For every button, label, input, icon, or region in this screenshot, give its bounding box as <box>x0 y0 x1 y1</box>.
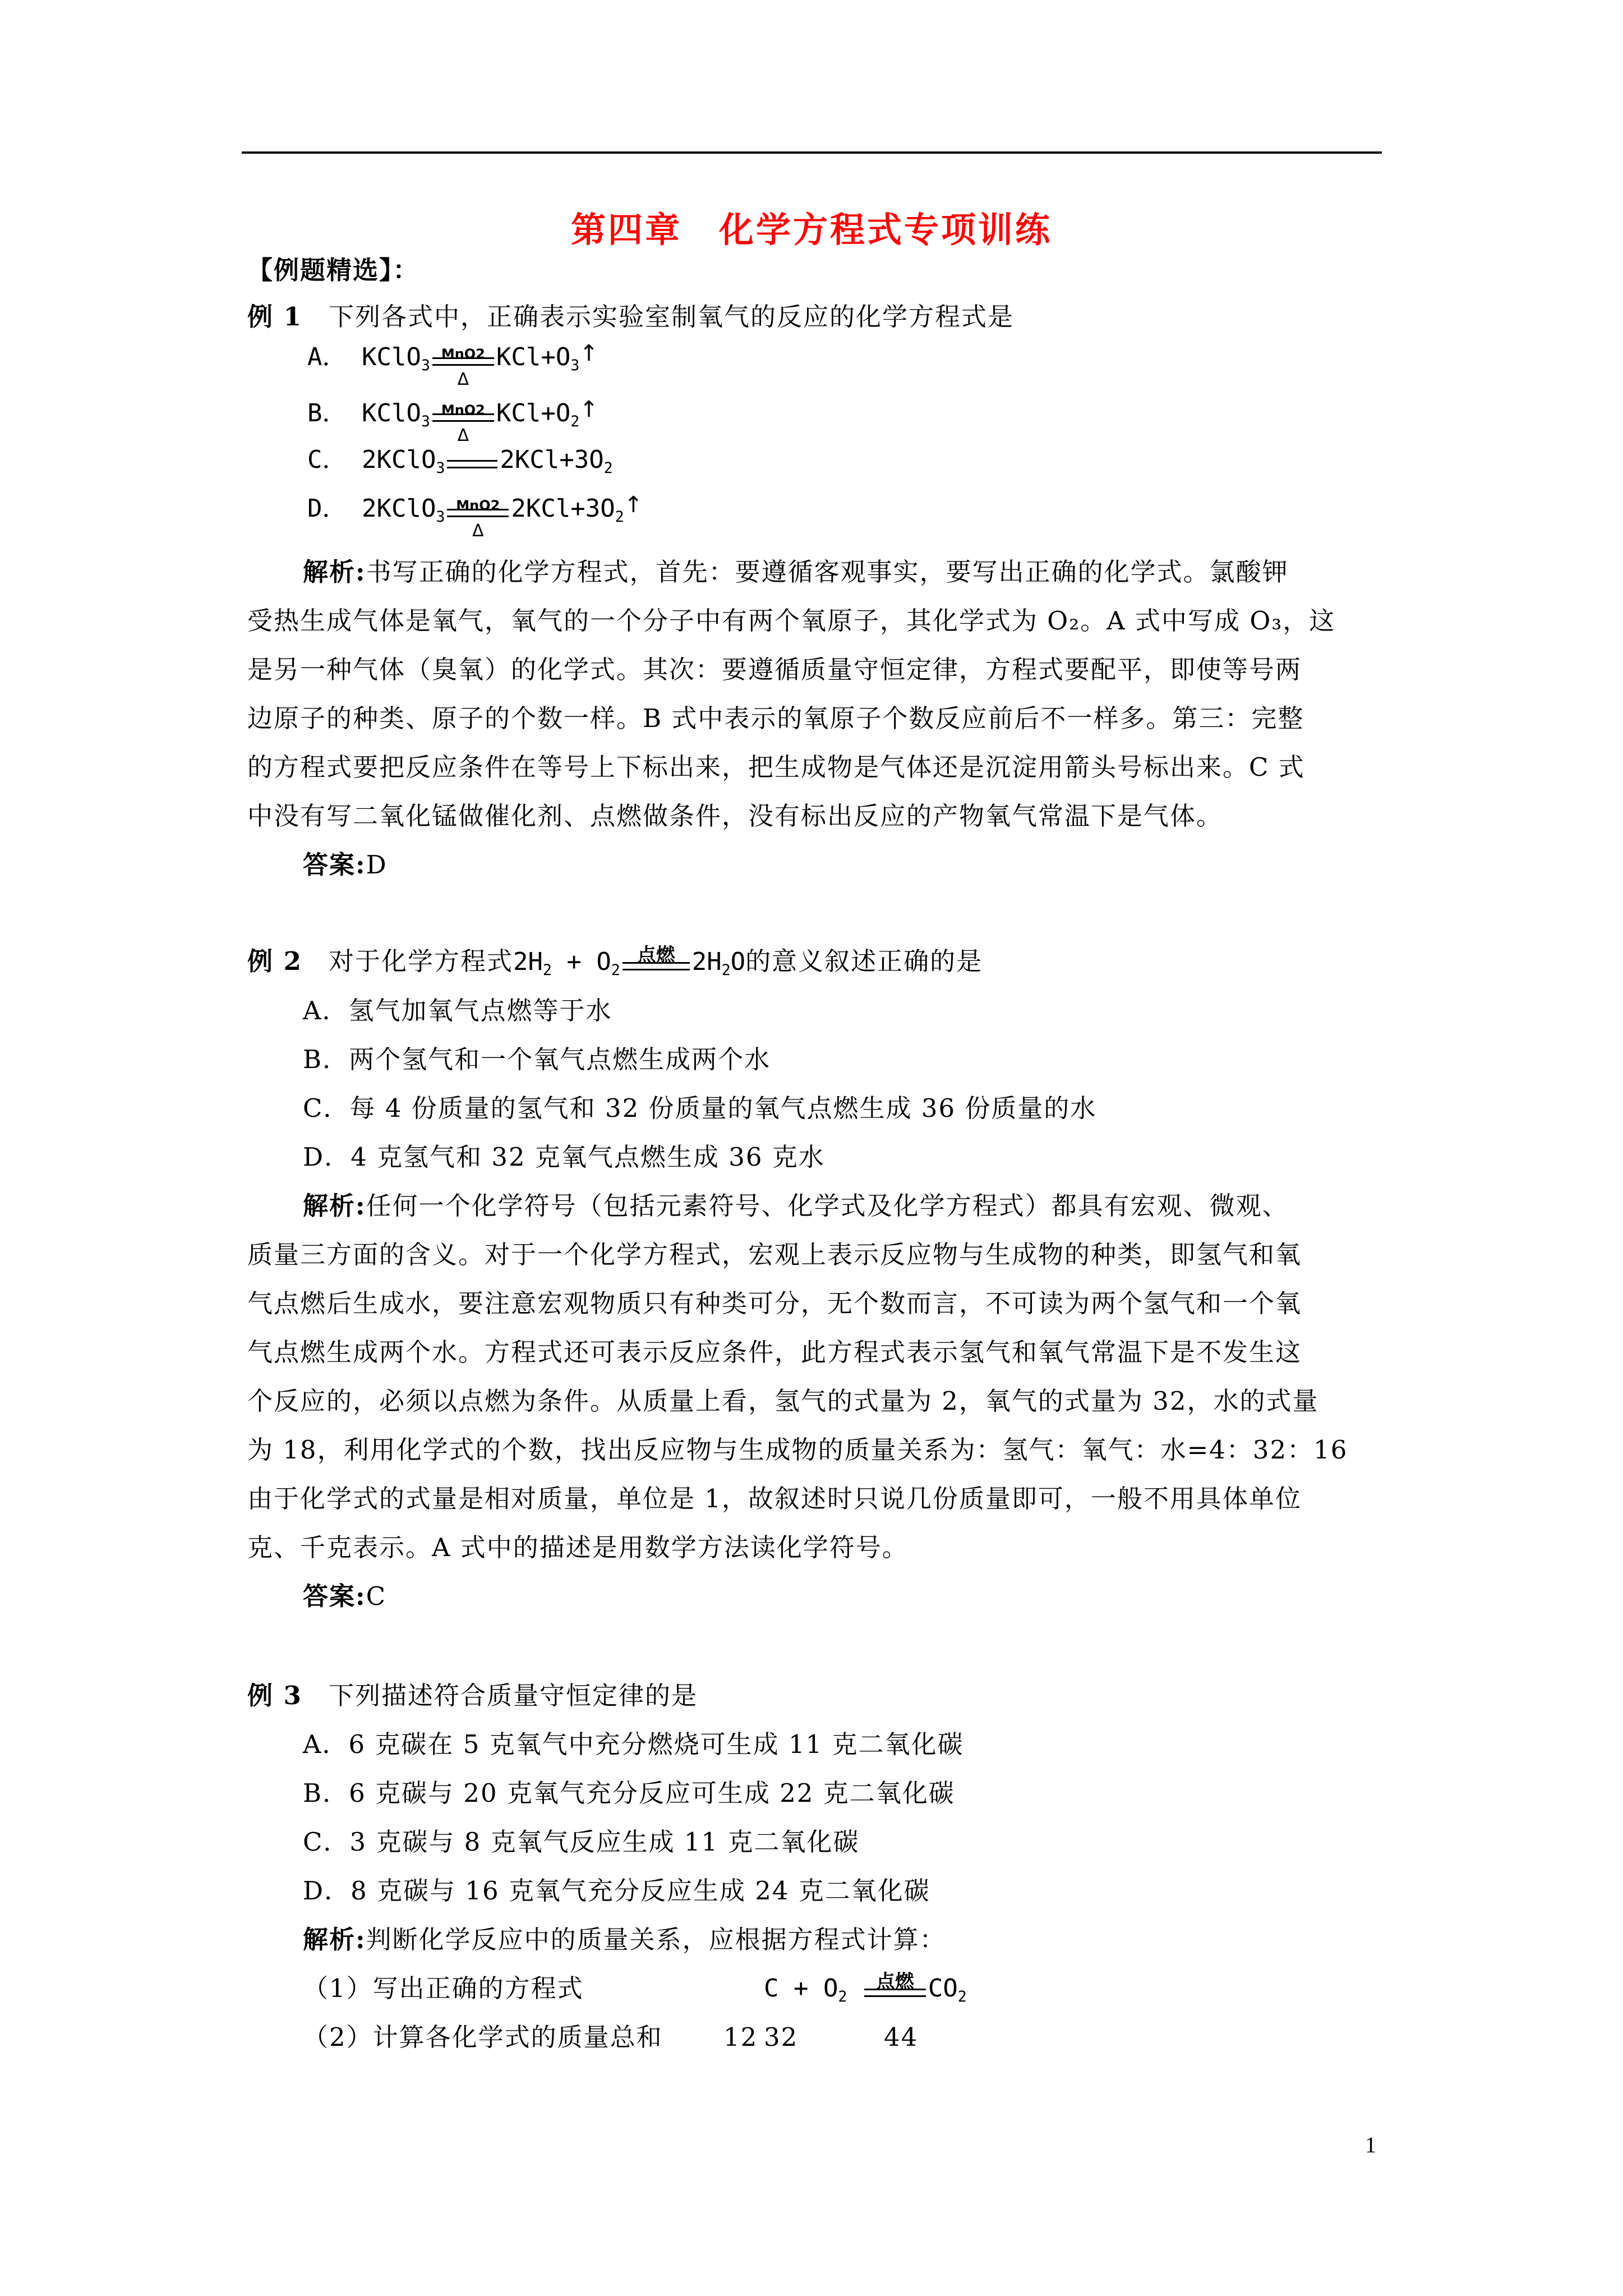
example-3-option: D．8 克碳与 16 克氧气充分反应生成 24 克二氧化碳 <box>303 1876 930 1906</box>
heat-symbol: Δ <box>457 426 469 445</box>
water-equation <box>513 944 746 979</box>
reactant: C <box>764 1974 779 2003</box>
product: 2KCl+3O <box>500 445 604 474</box>
reactant: KClO <box>362 399 421 427</box>
catalyst-label: MnO2 <box>441 402 485 418</box>
subscript: 2 <box>570 413 580 431</box>
option-letter: A． <box>307 343 347 371</box>
reactant: 2H <box>513 947 543 976</box>
reaction-equals-sign <box>623 946 690 980</box>
mass-carbon: 12 <box>723 2022 758 2052</box>
question-text: 的意义叙述正确的是 <box>745 946 983 976</box>
example-3-analysis <box>303 1923 946 1957</box>
subscript: 2 <box>721 961 731 979</box>
step-label: （2）计算各化学式的质量总和 <box>303 2022 663 2052</box>
example-2-analysis-line: 个反应的，必须以点燃为条件。从质量上看，氢气的式量为 2，氧气的式量为 32，水的式量 <box>247 1386 1319 1416</box>
section-heading: 【例题精选】： <box>247 255 419 285</box>
option-letter: B． <box>307 399 347 427</box>
product: 2H <box>691 947 722 976</box>
example-1-option-b <box>307 393 598 445</box>
gas-arrow-icon: ↑ <box>579 341 598 366</box>
example-2-analysis-line: 气点燃生成两个水。方程式还可表示反应条件，此方程式表示氢气和氧气常温下是不发生这 <box>247 1337 1302 1367</box>
example-3-step-2 <box>303 2021 663 2054</box>
example-2-option: A．氢气加氧气点燃等于水 <box>303 996 612 1025</box>
product: O <box>730 947 746 976</box>
gas-arrow-icon: ↑ <box>624 492 643 518</box>
reactant: 2KClO <box>362 445 436 474</box>
analysis-label: 解析: <box>303 1191 366 1221</box>
example-1-analysis-line: 边原子的种类、原子的个数一样。B 式中表示的氧原子个数反应前后不一样多。第三：完整 <box>247 703 1304 733</box>
example-1-analysis-line: 中没有写二氧化锰做催化剂、点燃做条件，没有标出反应的产物氧气常温下是气体。 <box>247 801 1223 831</box>
mass-oxygen: 32 <box>764 2022 799 2052</box>
answer-value: C <box>366 1581 387 1611</box>
example-2-question <box>247 945 983 980</box>
example-2-option: B．两个氢气和一个氧气点燃生成两个水 <box>303 1045 771 1074</box>
carbon-combustion-equation <box>764 1972 967 2007</box>
example-2-analysis-line: 克、千克表示。A 式中的描述是用数学方法读化学符号。 <box>247 1533 909 1562</box>
subscript: 2 <box>957 1988 967 2006</box>
subscript: 3 <box>421 357 430 375</box>
example-label: 例 1 <box>247 302 302 332</box>
answer-label: 答案: <box>303 1581 366 1611</box>
reaction-equals-sign <box>432 398 494 445</box>
analysis-text: 书写正确的化学方程式，首先：要遵循客观事实，要写出正确的化学式。氯酸钾 <box>366 557 1289 587</box>
reaction-equals-sign <box>447 493 509 541</box>
catalyst-label: MnO2 <box>456 498 500 513</box>
product: KCl+O <box>496 343 571 371</box>
example-2-analysis-line <box>303 1189 1289 1223</box>
reactant: + O <box>551 947 611 976</box>
condition-label: 点燃 <box>875 1971 914 1993</box>
example-2-analysis-line: 由于化学式的式量是相对质量，单位是 1，故叙述时只说几份质量即可，一般不用具体单位 <box>247 1484 1302 1513</box>
subscript: 2 <box>611 961 620 979</box>
product: 2KCl+3O <box>511 494 615 523</box>
analysis-label: 解析: <box>303 1925 366 1954</box>
example-2-analysis-line: 质量三方面的含义。对于一个化学方程式，宏观上表示反应物与生成物的种类，即氢气和氧 <box>247 1240 1302 1269</box>
example-1-analysis-line: 的方程式要把反应条件在等号上下标出来，把生成物是气体还是沉淀用箭头号标出来。C 式 <box>247 752 1305 782</box>
example-1-option-d <box>307 488 643 541</box>
example-2-option: C．每 4 份质量的氢气和 32 份质量的氧气点燃生成 36 份质量的水 <box>303 1093 1097 1123</box>
subscript: 3 <box>570 357 580 375</box>
subscript: 3 <box>421 413 430 431</box>
example-2-answer <box>303 1580 386 1613</box>
reaction-equals-sign <box>864 1973 926 2007</box>
condition-label: 点燃 <box>637 944 675 967</box>
product: CO <box>928 1974 958 2003</box>
page-number: 1 <box>1365 2132 1376 2157</box>
header-rule <box>242 151 1382 154</box>
subscript: 3 <box>436 508 445 526</box>
analysis-label: 解析: <box>303 557 366 587</box>
example-1-option-a <box>307 337 598 389</box>
example-2-analysis-line: 气点燃后生成水，要注意宏观物质只有种类可分，无个数而言，不可读为两个氢气和一个氧 <box>247 1289 1302 1318</box>
example-1-option-c <box>307 443 613 478</box>
catalyst-label: MnO2 <box>441 346 485 362</box>
reactant: KClO <box>362 343 421 371</box>
answer-label: 答案: <box>303 850 366 880</box>
example-1-analysis-line <box>303 555 1289 589</box>
reactant: 2KClO <box>362 494 436 523</box>
plus-sign: + <box>794 1974 809 2003</box>
example-1-analysis-line: 是另一种气体（臭氧）的化学式。其次：要遵循质量守恒定律，方程式要配平，即使等号两 <box>247 655 1302 684</box>
subscript: 2 <box>838 1988 847 2006</box>
mass-carbon-dioxide: 44 <box>884 2022 919 2052</box>
option-letter: D． <box>307 494 347 523</box>
gas-arrow-icon: ↑ <box>579 397 598 422</box>
question-text: 下列各式中，正确表示实验室制氧气的反应的化学方程式是 <box>329 302 1015 332</box>
heat-symbol: Δ <box>457 370 469 389</box>
subscript: 2 <box>603 459 613 477</box>
analysis-text: 任何一个化学符号（包括元素符号、化学式及化学方程式）都具有宏观、微观、 <box>366 1191 1289 1221</box>
product: KCl+O <box>496 399 571 427</box>
example-2-analysis-line: 为 18，利用化学式的个数，找出反应物与生成物的质量关系为：氢气：氧气：水=4：32：16 <box>247 1435 1348 1465</box>
example-3-option: B．6 克碳与 20 克氧气充分反应可生成 22 克二氧化碳 <box>303 1778 955 1808</box>
option-letter: C． <box>307 445 347 474</box>
example-3-option: C．3 克碳与 8 克氧气反应生成 11 克二氧化碳 <box>303 1827 860 1857</box>
question-text: 对于化学方程式 <box>329 946 514 976</box>
example-label: 例 2 <box>247 946 302 976</box>
chapter-title: 第四章 化学方程式专项训练 <box>570 209 1052 250</box>
reactant: O <box>823 1974 838 2003</box>
reaction-equals-sign <box>432 342 494 389</box>
example-3-question <box>247 1679 698 1713</box>
question-text: 下列描述符合质量守恒定律的是 <box>329 1681 698 1710</box>
example-3-step-1 <box>303 1972 584 2005</box>
example-label: 例 3 <box>247 1681 302 1710</box>
subscript: 2 <box>543 961 552 979</box>
example-1-question <box>247 300 1014 334</box>
reaction-equals-sign <box>447 444 497 478</box>
analysis-text: 判断化学反应中的质量关系，应根据方程式计算： <box>366 1925 946 1954</box>
subscript: 3 <box>436 459 445 477</box>
subscript: 2 <box>615 508 624 526</box>
answer-value: D <box>366 850 388 880</box>
example-1-answer <box>303 848 388 882</box>
example-2-option: D．4 克氢气和 32 克氧气点燃生成 36 克水 <box>303 1142 825 1172</box>
example-3-option: A．6 克碳在 5 克氧气中充分燃烧可生成 11 克二氧化碳 <box>303 1729 964 1759</box>
example-1-analysis-line: 受热生成气体是氧气，氧气的一个分子中有两个氧原子，其化学式为 O₂。A 式中写成 O₃，这 <box>247 606 1336 636</box>
heat-symbol: Δ <box>472 521 484 541</box>
step-label: （1）写出正确的方程式 <box>303 1973 584 2003</box>
